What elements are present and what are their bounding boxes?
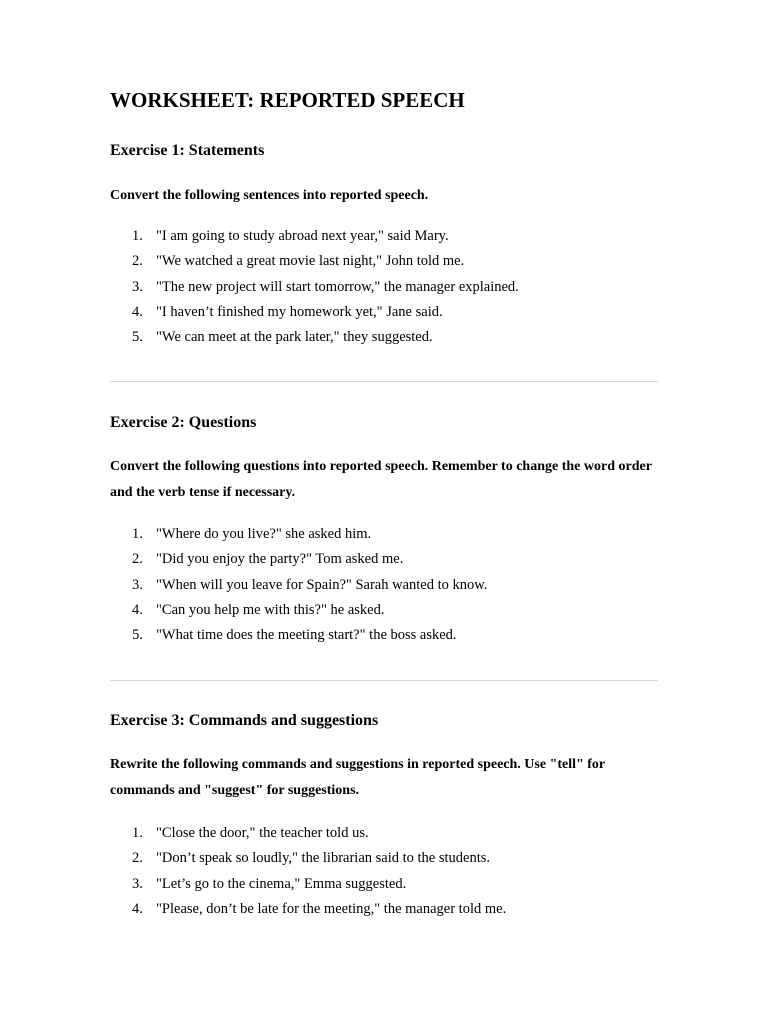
item-text: "Please, don’t be late for the meeting," the manager told me. [156,900,507,917]
item-number: 1. [132,526,143,542]
item-text: "The new project will start tomorrow," the manager explained. [156,278,519,295]
item-number: 4. [132,601,143,618]
item-text: "Let’s go to the cinema," Emma suggested. [156,875,407,892]
list-item [110,522,658,547]
item-text: "We watched a great movie last night," John told me. [156,253,465,270]
list-item [110,325,658,350]
list-item [110,623,658,648]
exercise-1-instruction: Convert the following sentences into reported speech. [110,188,429,203]
exercise-3-list [110,821,658,922]
list-item [110,872,658,897]
item-text: "Can you help me with this?" he asked. [156,601,385,618]
list-item [110,300,658,325]
exercise-3-instruction: Rewrite the following commands and suggestions in reported speech. Use "tell" for commands and "suggest" for suggestions. [110,757,605,798]
section-divider [110,381,658,382]
list-item [110,573,658,598]
item-number: 3. [132,875,143,892]
exercise-1-list [110,224,658,350]
item-number: 3. [132,278,143,295]
item-text: "When will you leave for Spain?" Sarah wanted to know. [156,576,488,593]
item-text: "I haven’t finished my homework yet," Jane said. [156,303,443,320]
exercise-3-section [110,710,658,922]
item-text: "Close the door," the teacher told us. [156,825,369,841]
exercise-2-heading: Exercise 2: Questions [110,414,257,431]
list-item [110,275,658,300]
exercise-3-heading: Exercise 3: Commands and suggestions [110,712,379,729]
item-text: "Where do you live?" she asked him. [156,526,372,542]
item-text: "Don’t speak so loudly," the librarian said to the students. [156,850,491,867]
exercise-2-instruction: Convert the following questions into reported speech. Remember to change the word order and the verb tense if necessary. [110,459,652,500]
list-item [110,897,658,922]
item-number: 2. [132,253,143,270]
list-item [110,547,658,572]
list-item [110,846,658,871]
item-number: 1. [132,825,143,841]
item-text: "Did you enjoy the party?" Tom asked me. [156,551,404,568]
section-divider [110,680,658,681]
exercise-2-section [110,412,658,648]
exercise-1-heading: Exercise 1: Statements [110,142,265,159]
list-item [110,821,658,846]
item-text: "I am going to study abroad next year," said Mary. [156,228,449,244]
item-number: 1. [132,228,143,244]
item-number: 5. [132,627,143,644]
item-text: "We can meet at the park later," they suggested. [156,329,433,346]
item-number: 3. [132,576,143,593]
exercise-2-list [110,522,658,648]
item-number: 2. [132,551,143,568]
item-number: 4. [132,900,143,917]
item-number: 2. [132,850,143,867]
exercise-1-section [110,140,658,350]
item-number: 5. [132,329,143,346]
item-text: "What time does the meeting start?" the boss asked. [156,627,457,644]
item-number: 4. [132,303,143,320]
page-title: WORKSHEET: REPORTED SPEECH [110,88,465,112]
list-item [110,249,658,274]
list-item [110,598,658,623]
list-item [110,224,658,249]
